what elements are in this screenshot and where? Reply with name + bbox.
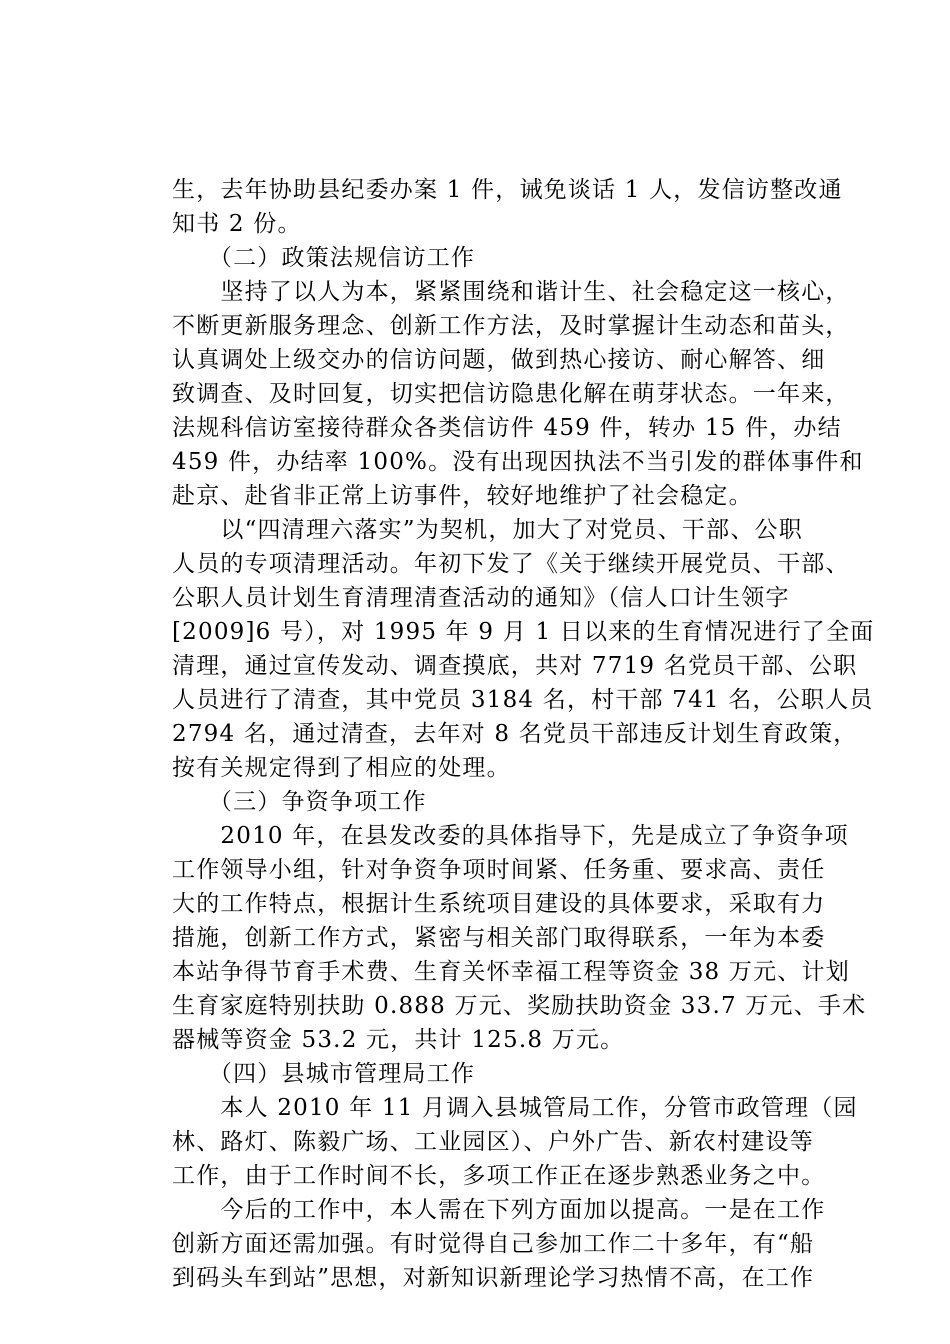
section-heading: （四）县城市管理局工作 — [172, 1061, 476, 1087]
text-line: 林、路灯、陈毅广场、工业园区）、户外广告、新农村建设等 — [172, 1129, 814, 1155]
text-line: 措施，创新工作方式，紧密与相关部门取得联系，一年为本委 — [172, 925, 826, 951]
text-line: 知书 2 份。 — [172, 211, 302, 237]
text-line: 坚持了以人为本，紧紧围绕和谐计生、社会稳定这一核心， — [172, 279, 850, 305]
text-line: 本人 2010 年 11 月调入县城管局工作，分管市政管理（园 — [172, 1095, 858, 1121]
text-line: 大的工作特点，根据计生系统项目建设的具体要求，采取有力 — [172, 891, 826, 917]
text-line: 本站争得节育手术费、生育关怀幸福工程等资金 38 万元、计划 — [172, 959, 850, 985]
text-line: 按有关规定得到了相应的处理。 — [172, 755, 511, 781]
text-line: 2794 名，通过清查，去年对 8 名党员干部违反计划生育政策， — [172, 721, 858, 747]
text-line: 生，去年协助县纪委办案 1 件，诫免谈话 1 人，发信访整改通 — [172, 177, 843, 203]
text-line: 2010 年，在县发改委的具体指导下，先是成立了争资争项 — [172, 823, 849, 849]
text-line: 法规科信访室接待群众各类信访件 459 件，转办 15 件，办结 — [172, 415, 842, 441]
text-line: 清理，通过宣传发动、调查摸底，共对 7719 名党员干部、公职 — [172, 653, 858, 679]
text-line: 赴京、赴省非正常上访事件，较好地维护了社会稳定。 — [172, 483, 753, 509]
text-line: 到码头车到站”思想，对新知识新理论学习热情不高，在工作 — [172, 1265, 815, 1291]
text-line: 人员进行了清查，其中党员 3184 名，村干部 741 名，公职人员 — [172, 687, 874, 713]
section-heading: （三）争资争项工作 — [172, 789, 427, 815]
text-line: 今后的工作中，本人需在下列方面加以提高。一是在工作 — [172, 1197, 826, 1223]
text-line: 公职人员计划生育清理清查活动的通知》（信人口计生领字 — [172, 585, 790, 611]
text-line: 工作，由于工作时间不长，多项工作正在逐步熟悉业务之中。 — [172, 1163, 826, 1189]
text-line: 459 件，办结率 100%。没有出现因执法不当引发的群体事件和 — [172, 449, 864, 475]
text-line: 人员的专项清理活动。年初下发了《关于继续开展党员、干部、 — [172, 551, 850, 577]
section-heading: （二）政策法规信访工作 — [172, 245, 476, 271]
text-line: 器械等资金 53.2 元，共计 125.8 万元。 — [172, 1027, 625, 1053]
text-line: 不断更新服务理念、创新工作方法，及时掌握计生动态和苗头， — [172, 313, 850, 339]
text-line: [2009]6 号），对 1995 年 9 月 1 日以来的生育情况进行了全面 — [172, 619, 875, 645]
text-line: 创新方面还需加强。有时觉得自己参加工作二十多年，有“船 — [172, 1231, 815, 1257]
text-line: 认真调处上级交办的信访问题，做到热心接访、耐心解答、细 — [172, 347, 826, 373]
text-line: 致调查、及时回复，切实把信访隐患化解在萌芽状态。一年来， — [172, 381, 850, 407]
text-line: 生育家庭特别扶助 0.888 万元、奖励扶助资金 33.7 万元、手术 — [172, 993, 867, 1019]
text-line: 以“四清理六落实”为契机，加大了对党员、干部、公职 — [172, 517, 803, 543]
text-line: 工作领导小组，针对争资争项时间紧、任务重、要求高、责任 — [172, 857, 826, 883]
